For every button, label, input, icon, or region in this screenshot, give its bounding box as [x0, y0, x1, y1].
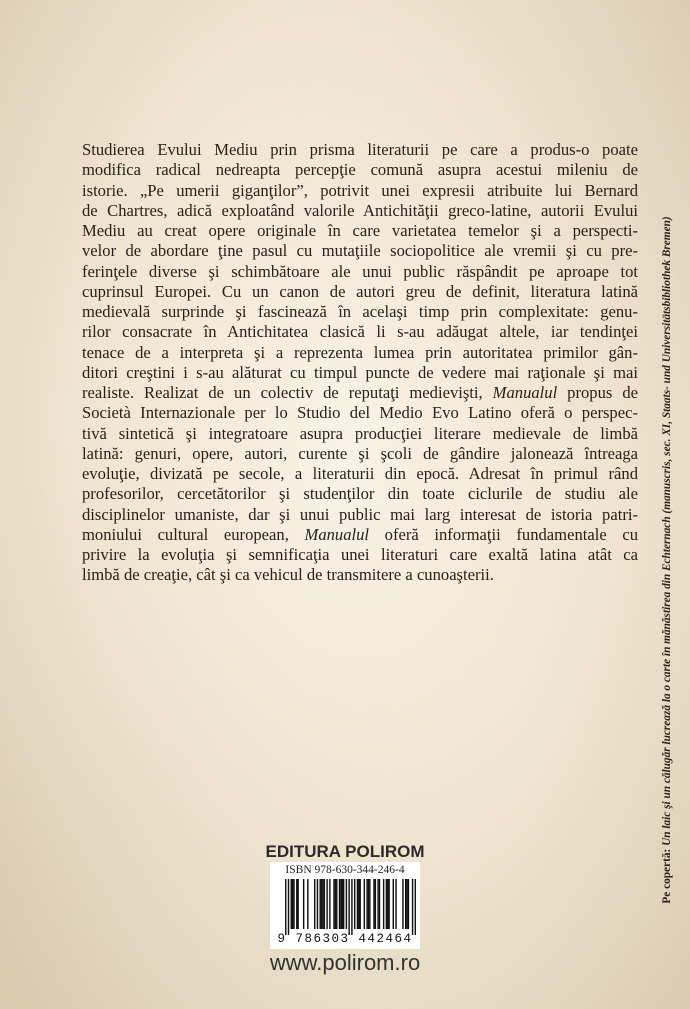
barcode-bar [324, 879, 325, 929]
blurb-text: propus de [557, 383, 638, 402]
barcode-bar [408, 879, 409, 929]
barcode-bar [335, 879, 336, 929]
cover-credit-text: Un laic şi un călugăr lucrează la o carte în mănăstirea din Echternach (manuscris, sec. XI, Staats- und Universitätsbibliothek Bremen) [661, 216, 673, 849]
barcode-bar [322, 879, 323, 929]
barcode-bar [303, 879, 304, 929]
barcode-bar [402, 879, 403, 929]
blurb-line: cuprinsul Europei. Cu un canon de autori greu de definit, literatura latină [82, 281, 638, 301]
blurb-line [82, 525, 638, 545]
blurb-line: Mediu au creat opere originale în care varietatea temelor şi a perspecti- [82, 221, 638, 240]
barcode-bar [354, 879, 355, 929]
barcode-digits: 9 786303 442464 [277, 932, 413, 946]
publisher-name: EDITURA POLIROM [265, 842, 425, 861]
barcode-bar [366, 879, 367, 929]
barcode-bar [368, 879, 369, 929]
barcode-bar [321, 879, 322, 929]
barcode-bar [317, 879, 318, 929]
barcode-bar [415, 879, 416, 935]
barcode-bar [377, 879, 378, 929]
barcode-bar [333, 879, 334, 929]
barcode-bar [406, 879, 407, 929]
barcode-bar [369, 879, 370, 929]
barcode-bar [359, 879, 360, 929]
barcode-bar [412, 879, 413, 935]
barcode-bar [364, 879, 365, 929]
barcode-bar [351, 879, 352, 935]
blurb-text: oferă informaţii fundamentale cu [369, 524, 638, 544]
blurb-line: medievală surprinde şi fascinează în acelaşi timp prin complexitate: genu- [82, 302, 638, 321]
barcode-bar [307, 879, 308, 929]
barcode-bar [297, 879, 298, 929]
barcode-bar [346, 879, 347, 929]
barcode-bar [386, 879, 387, 929]
barcode-bar [375, 879, 376, 929]
cover-credit [661, 216, 673, 903]
publisher-website: www.polirom.ro [269, 950, 421, 975]
barcode-bar [288, 879, 289, 935]
back-cover-blurb [82, 140, 638, 586]
blurb-line: ferinţele diverse şi schimbătoare ale unui public răspândit pe aproape tot [82, 261, 638, 281]
blurb-line: evoluţie, divizată pe secole, a literaturii din epocă. Adresat în primul rând [82, 464, 638, 483]
barcode-bar [329, 879, 330, 929]
barcode-bar [326, 879, 327, 929]
blurb-line: Studierea Evului Mediu prin prisma literaturii pe care a produs-o poate [82, 140, 638, 159]
isbn-barcode [270, 862, 420, 949]
barcode-bars [274, 879, 416, 935]
blurb-line: istorie. „Pe umerii giganţilor”, potrivit unei expresii atribuite lui Bernard [82, 180, 638, 200]
barcode-bar [358, 879, 359, 929]
barcode-bar [357, 879, 358, 929]
barcode-bar [319, 879, 320, 929]
barcode-bar [340, 879, 341, 929]
barcode-bar [405, 879, 406, 929]
blurb-line: Società Internazionale per lo Studio del Medio Evo Latino oferă o perspec- [82, 403, 638, 423]
blurb-line: tivă sintetică şi integratoare asupra producţiei literare medievale de limbă [82, 423, 638, 443]
blurb-line: tenace de a interpreta şi a reprezenta lumea prin autoritatea primilor gân- [82, 342, 638, 362]
blurb-text: moniului cultural european, [82, 524, 305, 544]
barcode-bar [342, 879, 343, 929]
barcode-bar [388, 879, 389, 929]
barcode-bar [343, 879, 344, 929]
cover-credit-label: Pe copertă: [661, 848, 673, 904]
book-title-italic: Manualul [304, 524, 370, 544]
blurb-line [82, 383, 638, 403]
barcode-bar [395, 879, 396, 929]
blurb-line: de Chartres, adică exploatând valorile Antichităţii greco-latine, autorii Evului [82, 200, 638, 220]
blurb-line: ditori creştini i s-au alăturat cu timpul puncte de vedere mai raţionale şi mai [82, 362, 638, 382]
blurb-line: rilor consacrate în Antichitatea clasică li s-au adăugat altele, iar tendinţei [82, 322, 638, 342]
blurb-text: realiste. Realizat de un colectiv de reputaţi medievişti, [82, 383, 493, 402]
blurb-line: latină: genuri, opere, autori, curente şi şcoli de gândire jalonează întreaga [82, 443, 638, 463]
barcode-bar [373, 879, 374, 929]
barcode-bar [339, 879, 340, 929]
barcode-bar [387, 879, 388, 929]
barcode-bar [291, 879, 292, 929]
barcode-bar [314, 879, 315, 929]
isbn-label: ISBN 978-630-344-246-4 [285, 864, 405, 876]
barcode-bar [296, 879, 297, 929]
blurb-line: limbă de creaţie, cât şi ca vehicul de transmitere a cunoaşterii. [82, 565, 494, 585]
book-title-italic: Manualul [492, 383, 558, 402]
blurb-line: disciplinelor umaniste, dar şi unui public mai larg interesat de istoria patri- [82, 504, 638, 524]
blurb-line: velor de abordare ţine pasul cu mutaţiile sociopolitice ale vremii şi cu pre- [82, 241, 638, 261]
barcode-bar [383, 879, 384, 929]
barcode-bar [348, 879, 349, 935]
barcode-bar [293, 879, 294, 929]
barcode-bar [292, 879, 293, 929]
blurb-line: privire la evoluţia şi semnificaţia unei literaturi care exaltă latina atât ca [82, 545, 638, 564]
blurb-line: modifica radical nedreapta percepţie comună asupra acestui mileniu de [82, 160, 638, 180]
barcode-bar [336, 879, 337, 929]
blurb-line: profesorilor, cercetătorilor şi studenţilor din toate ciclurile de studiu ale [82, 484, 638, 504]
barcode-bar [285, 879, 286, 935]
barcode-bar [393, 879, 394, 929]
barcode-bar [379, 879, 380, 929]
